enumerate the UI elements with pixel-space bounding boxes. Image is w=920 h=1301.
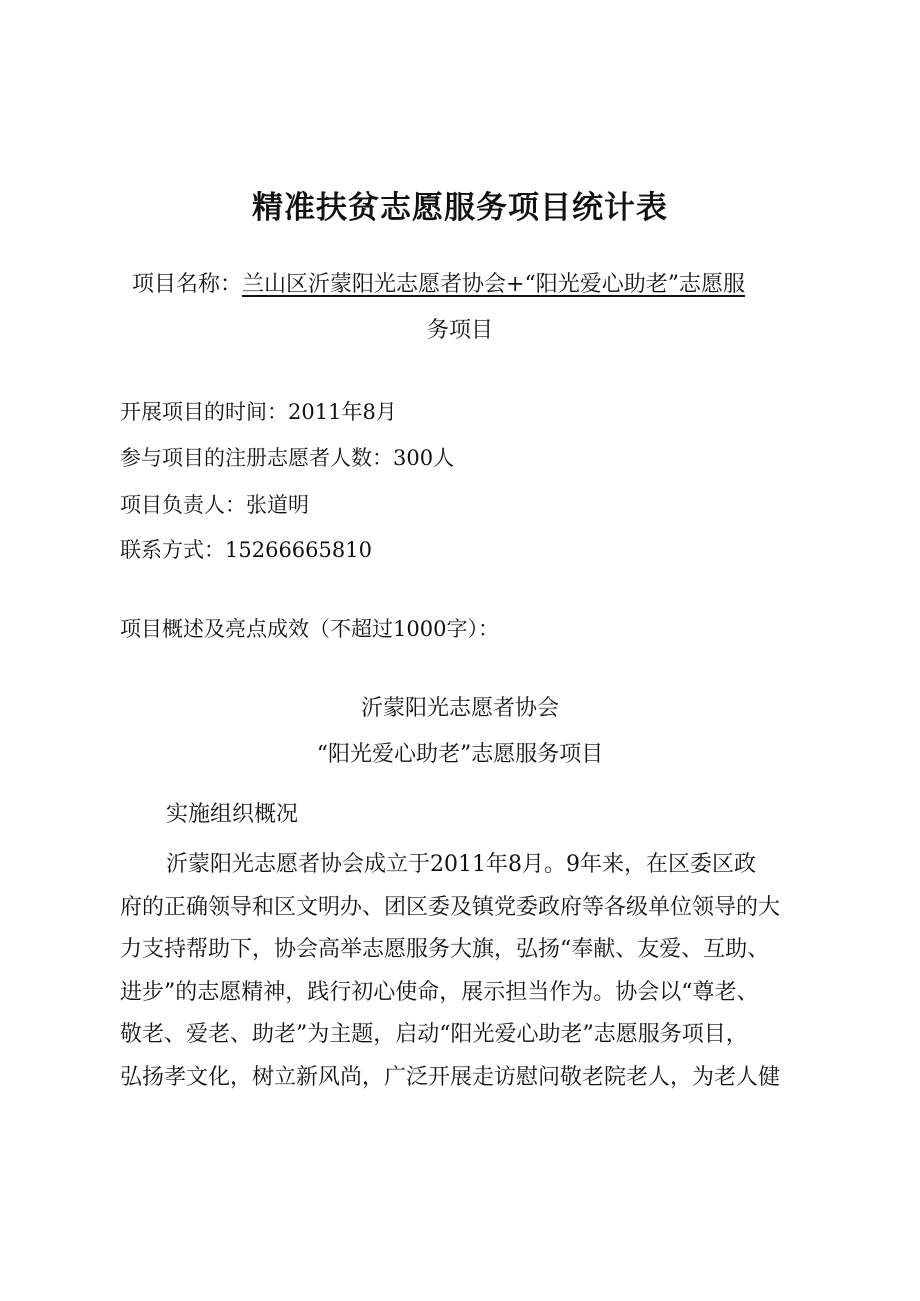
project-name-line — [132, 270, 802, 300]
contact-field: 联系方式：15266665810 — [120, 538, 372, 562]
body-line: 敬老、爱老、助老”为主题，启动“阳光爱心助老”志愿服务项目， — [120, 1022, 748, 1047]
volunteer-count-field: 参与项目的注册志愿者人数：300人 — [120, 446, 455, 470]
project-subtitle: “阳光爱心助老”志愿服务项目 — [316, 742, 604, 767]
body-line: 弘扬孝文化，树立新风尚，广泛开展走访慰问敬老院老人，为老人健 — [120, 1064, 781, 1090]
section-title: 实施组织概况 — [166, 802, 299, 827]
body-line: 沂蒙阳光志愿者协会成立于2011年8月。9年来，在区委区政 — [166, 852, 756, 877]
project-name-continuation: 务项目 — [426, 318, 493, 343]
body-paragraph — [120, 844, 820, 1099]
body-line: 府的正确领导和区文明办、团区委及镇党委政府等各级单位领导的大 — [120, 894, 781, 920]
organization-name: 沂蒙阳光志愿者协会 — [360, 696, 559, 721]
overview-heading: 项目概述及亮点成效（不超过1000字）： — [120, 617, 499, 641]
page-title: 精准扶贫志愿服务项目统计表 — [252, 190, 668, 226]
project-name-label: 项目名称： — [132, 272, 243, 297]
body-line: 力支持帮助下，协会高举志愿服务大旗，弘扬“奉献、友爱、互助、 — [120, 937, 770, 962]
project-name-value: 兰山区沂蒙阳光志愿者协会+“阳光爱心助老”志愿服 — [242, 272, 745, 297]
start-time-field: 开展项目的时间：2011年8月 — [120, 400, 397, 424]
leader-field: 项目负责人：张道明 — [120, 493, 309, 517]
body-line: 进步”的志愿精神，践行初心使命，展示担当作为。协会以“尊老、 — [120, 979, 759, 1005]
